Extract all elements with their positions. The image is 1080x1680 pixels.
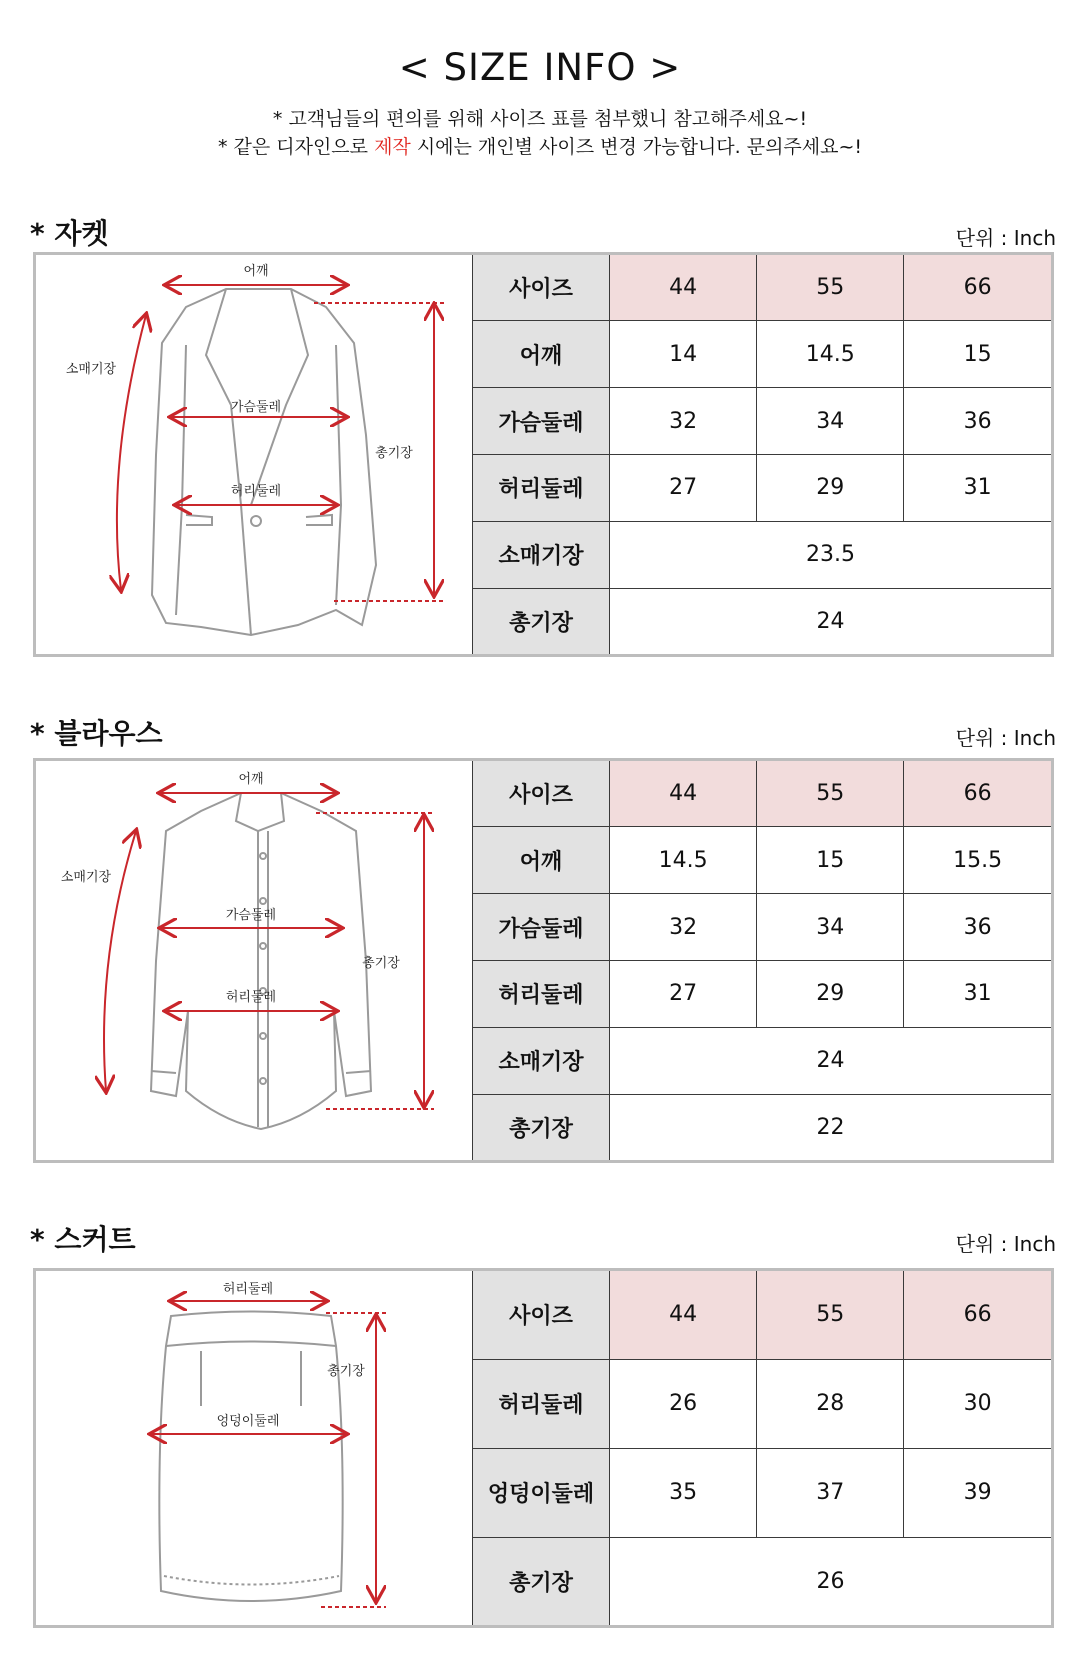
row-label: 소매기장 bbox=[473, 1027, 610, 1094]
notice-line-2-pre: * 같은 디자인으로 bbox=[217, 136, 375, 158]
blouse-outline bbox=[151, 793, 371, 1129]
value-cell: 34 bbox=[757, 388, 904, 455]
notice-line-2-post: 시에는 개인별 사이즈 변경 가능합니다. 문의주세요~! bbox=[410, 136, 863, 158]
value-cell: 37 bbox=[757, 1448, 904, 1537]
jacket-diagram bbox=[36, 255, 472, 654]
skirt-length-label: 총기장 bbox=[327, 1364, 365, 1379]
size-header-cell: 66 bbox=[904, 1271, 1051, 1359]
jacket-size-box bbox=[33, 252, 1054, 657]
table-row bbox=[473, 1537, 1052, 1625]
value-cell: 26 bbox=[610, 1359, 757, 1448]
value-cell: 15 bbox=[757, 827, 904, 894]
row-label: 엉덩이둘레 bbox=[473, 1448, 610, 1537]
value-cell: 30 bbox=[904, 1359, 1051, 1448]
value-cell: 15.5 bbox=[904, 827, 1051, 894]
blouse-waist-label: 허리둘레 bbox=[225, 990, 277, 1005]
value-cell: 35 bbox=[610, 1448, 757, 1537]
row-label: 허리둘레 bbox=[473, 960, 610, 1027]
jacket-sleeve-arrow bbox=[117, 315, 146, 590]
value-cell: 32 bbox=[610, 894, 757, 961]
value-cell: 29 bbox=[757, 454, 904, 521]
value-cell: 31 bbox=[904, 960, 1051, 1027]
size-label-cell: 사이즈 bbox=[473, 1271, 610, 1359]
jacket-chest-label: 가슴둘레 bbox=[230, 400, 282, 415]
blouse-length-label: 총기장 bbox=[362, 956, 400, 971]
blouse-section-title: * 블라우스 bbox=[30, 717, 163, 750]
table-row bbox=[473, 1448, 1052, 1537]
row-label: 허리둘레 bbox=[473, 1359, 610, 1448]
row-label: 허리둘레 bbox=[473, 454, 610, 521]
size-header-cell: 55 bbox=[757, 761, 904, 827]
value-cell: 27 bbox=[610, 454, 757, 521]
table-row bbox=[473, 321, 1052, 388]
size-header-cell: 44 bbox=[610, 761, 757, 827]
row-label: 총기장 bbox=[473, 588, 610, 654]
jacket-illustration bbox=[36, 255, 472, 654]
table-row bbox=[473, 761, 1052, 827]
skirt-unit-label: 단위 : Inch bbox=[955, 1232, 1056, 1256]
skirt-size-table bbox=[472, 1271, 1051, 1625]
value-cell: 24 bbox=[610, 588, 1052, 654]
blouse-unit-label: 단위 : Inch bbox=[955, 726, 1056, 750]
blouse-size-table bbox=[472, 761, 1051, 1160]
notice-line-2-highlight: 제작 bbox=[374, 136, 411, 158]
blouse-diagram bbox=[36, 761, 472, 1160]
value-cell: 22 bbox=[610, 1094, 1052, 1160]
table-row bbox=[473, 1359, 1052, 1448]
value-cell: 14.5 bbox=[610, 827, 757, 894]
value-cell: 24 bbox=[610, 1027, 1052, 1094]
table-row bbox=[473, 454, 1052, 521]
value-cell: 36 bbox=[904, 388, 1051, 455]
table-row bbox=[473, 1094, 1052, 1160]
size-header-cell: 55 bbox=[757, 255, 904, 321]
blouse-size-box bbox=[33, 758, 1054, 1163]
value-cell: 27 bbox=[610, 960, 757, 1027]
skirt-waist-label: 허리둘레 bbox=[222, 1282, 274, 1297]
jacket-length-label: 총기장 bbox=[375, 446, 413, 461]
value-cell: 26 bbox=[610, 1537, 1052, 1625]
jacket-sleeve-label: 소매기장 bbox=[65, 362, 117, 377]
table-row bbox=[473, 521, 1052, 588]
row-label: 총기장 bbox=[473, 1094, 610, 1160]
table-row bbox=[473, 255, 1052, 321]
row-label: 총기장 bbox=[473, 1537, 610, 1625]
row-label: 가슴둘레 bbox=[473, 388, 610, 455]
value-cell: 36 bbox=[904, 894, 1051, 961]
skirt-diagram bbox=[36, 1271, 472, 1625]
row-label: 가슴둘레 bbox=[473, 894, 610, 961]
value-cell: 14 bbox=[610, 321, 757, 388]
size-header-cell: 44 bbox=[610, 1271, 757, 1359]
size-label-cell: 사이즈 bbox=[473, 255, 610, 321]
table-row bbox=[473, 960, 1052, 1027]
size-header-cell: 66 bbox=[904, 255, 1051, 321]
skirt-section-title: * 스커트 bbox=[30, 1223, 136, 1256]
jacket-outline bbox=[152, 289, 376, 635]
blouse-shoulder-label: 어깨 bbox=[238, 772, 264, 787]
value-cell: 39 bbox=[904, 1448, 1051, 1537]
table-row bbox=[473, 827, 1052, 894]
size-header-cell: 66 bbox=[904, 761, 1051, 827]
notice-line-1: * 고객님들의 편의를 위해 사이즈 표를 첨부했니 참고해주세요~! bbox=[272, 108, 808, 130]
value-cell: 32 bbox=[610, 388, 757, 455]
blouse-illustration bbox=[36, 761, 472, 1160]
skirt-hip-label: 엉덩이둘레 bbox=[216, 1414, 280, 1429]
blouse-sleeve-label: 소매기장 bbox=[60, 870, 112, 885]
jacket-unit-label: 단위 : Inch bbox=[955, 226, 1056, 250]
value-cell: 14.5 bbox=[757, 321, 904, 388]
size-header-cell: 44 bbox=[610, 255, 757, 321]
skirt-outline bbox=[159, 1312, 342, 1602]
jacket-section-title: * 자켓 bbox=[30, 217, 109, 250]
skirt-size-box bbox=[33, 1268, 1054, 1628]
size-label-cell: 사이즈 bbox=[473, 761, 610, 827]
value-cell: 29 bbox=[757, 960, 904, 1027]
row-label: 어깨 bbox=[473, 827, 610, 894]
jacket-waist-label: 허리둘레 bbox=[230, 484, 282, 499]
value-cell: 15 bbox=[904, 321, 1051, 388]
skirt-illustration bbox=[36, 1271, 472, 1625]
table-row bbox=[473, 1027, 1052, 1094]
value-cell: 34 bbox=[757, 894, 904, 961]
row-label: 소매기장 bbox=[473, 521, 610, 588]
table-row bbox=[473, 388, 1052, 455]
jacket-size-table bbox=[472, 255, 1051, 654]
page-title: < SIZE INFO > bbox=[398, 46, 682, 89]
value-cell: 23.5 bbox=[610, 521, 1052, 588]
notice-line-2 bbox=[0, 132, 1080, 159]
table-row bbox=[473, 588, 1052, 654]
row-label: 어깨 bbox=[473, 321, 610, 388]
table-row bbox=[473, 1271, 1052, 1359]
table-row bbox=[473, 894, 1052, 961]
jacket-shoulder-label: 어깨 bbox=[243, 264, 269, 279]
value-cell: 31 bbox=[904, 454, 1051, 521]
blouse-chest-label: 가슴둘레 bbox=[225, 908, 277, 923]
value-cell: 28 bbox=[757, 1359, 904, 1448]
size-header-cell: 55 bbox=[757, 1271, 904, 1359]
